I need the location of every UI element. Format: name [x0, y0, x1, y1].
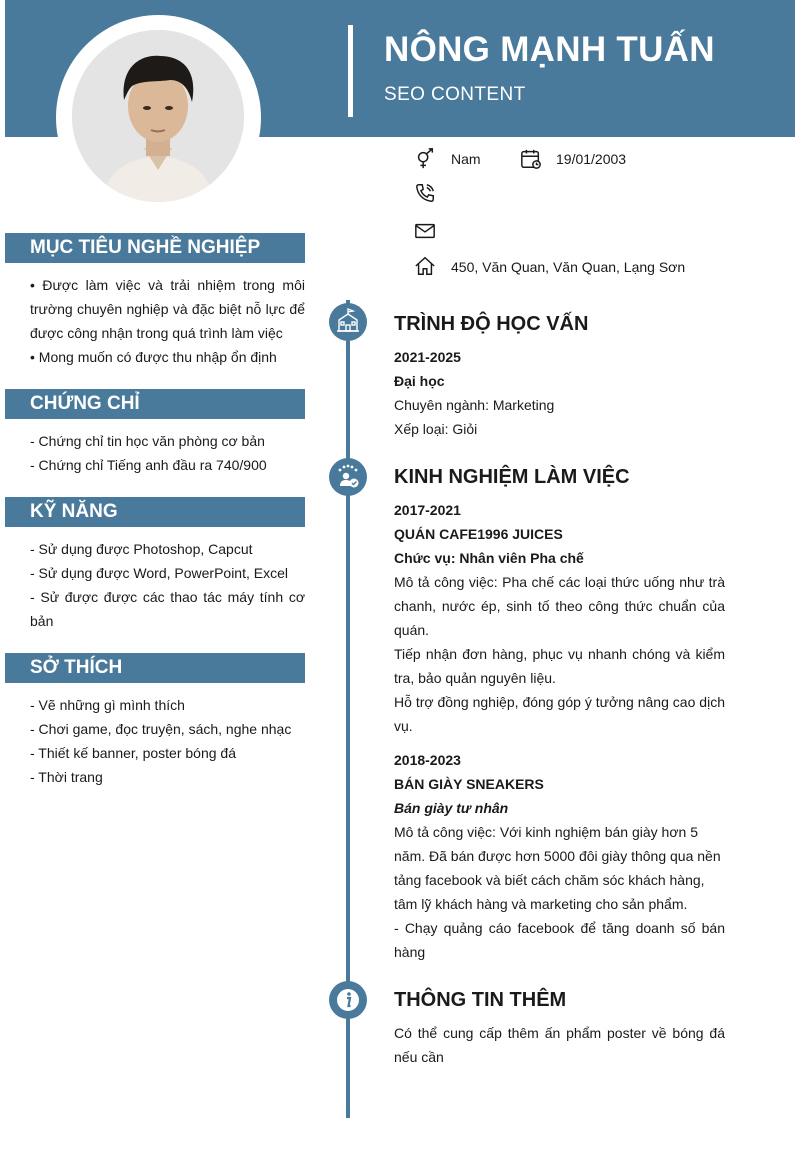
education-period: 2021-2025: [394, 349, 461, 365]
certificates-header: [5, 389, 305, 419]
list-item: - Thiết kế banner, poster bóng đá: [30, 745, 236, 761]
extra-block: [394, 1021, 725, 1069]
job-description: Mô tả công việc: Với kinh nghiệm bán giày hơn 5 năm. Đã bán được hơn 5000 đôi giày thông qua nền tảng facebook và biết cách chăm sóc khách hàng, tâm lỹ khách hàng và marketing cho sản phẩm.: [394, 824, 721, 912]
gender-icon: [414, 148, 436, 170]
experience-icon: [329, 458, 367, 496]
home-icon: [414, 255, 436, 277]
hobbies-list: [30, 693, 305, 789]
certificates-title: CHỨNG CHỈ: [30, 393, 140, 414]
list-item: - Chơi game, đọc truyện, sách, nghe nhạc: [30, 721, 292, 737]
education-major: Chuyên ngành: Marketing: [394, 397, 555, 413]
list-item: - Vẽ những gì mình thích: [30, 697, 185, 713]
certificates-list: [30, 429, 305, 477]
job-description: Mô tả công việc: Pha chế các loại thức uống như trà chanh, nước ép, sinh tố theo công thức chuẩn của quán.: [394, 574, 725, 638]
job-title: SEO CONTENT: [384, 84, 526, 105]
avatar: [72, 30, 244, 202]
objective-list: [30, 273, 305, 369]
extra-text: Có thể cung cấp thêm ấn phẩm poster về bóng đá nếu cần: [394, 1025, 725, 1065]
education-level: Đại học: [394, 373, 445, 389]
objective-title: MỤC TIÊU NGHỀ NGHIỆP: [30, 237, 261, 258]
job-description: Hỗ trợ đồng nghiệp, đóng góp ý tưởng nâng cao dịch vụ.: [394, 694, 725, 734]
skills-list: [30, 537, 305, 633]
job-description: Tiếp nhận đơn hàng, phục vụ nhanh chóng và kiểm tra, bảo quản nguyên liệu.: [394, 646, 725, 686]
extra-title: THÔNG TIN THÊM: [394, 989, 567, 1011]
skills-header: [5, 497, 305, 527]
job-position: Chức vụ: Nhân viên Pha chế: [394, 550, 584, 566]
list-item: - Chứng chỉ Tiếng anh đầu ra 740/900: [30, 457, 267, 473]
job-description: - Chạy quảng cáo facebook để tăng doanh số bán hàng: [394, 920, 725, 960]
job-company: BÁN GIÀY SNEAKERS: [394, 776, 544, 792]
education-block: [394, 345, 725, 441]
job-position: Bán giày tư nhân: [394, 800, 509, 816]
list-item: - Sử dụng được Photoshop, Capcut: [30, 541, 253, 557]
list-item: - Sử dụng được Word, PowerPoint, Excel: [30, 565, 288, 581]
objective-header: [5, 233, 305, 263]
header-divider: [348, 25, 353, 117]
job-period: 2017-2021: [394, 502, 461, 518]
job-entry: [394, 498, 725, 738]
job-company: QUÁN CAFE1996 JUICES: [394, 526, 563, 542]
hobbies-title: SỞ THÍCH: [30, 657, 123, 678]
info-icon: [329, 981, 367, 1019]
phone-icon: [414, 182, 436, 204]
candidate-name: NÔNG MẠNH TUẤN: [384, 30, 715, 69]
list-item: • Mong muốn có được thu nhập ổn định: [30, 349, 277, 365]
skills-title: KỸ NĂNG: [30, 501, 118, 522]
job-period: 2018-2023: [394, 752, 461, 768]
mail-icon: [414, 220, 436, 242]
list-item: - Sử được được các thao tác máy tính cơ bản: [30, 589, 305, 629]
hobbies-header: [5, 653, 305, 683]
job-entry: [394, 748, 725, 964]
education-title: TRÌNH ĐỘ HỌC VẤN: [394, 313, 589, 335]
education-grade: Xếp loại: Giỏi: [394, 421, 478, 437]
list-item: - Thời trang: [30, 769, 103, 785]
list-item: • Được làm việc và trải nhiệm trong môi trường chuyên nghiệp và đặc biệt nỗ lực để được công nhận trong quá trình làm việc: [30, 277, 305, 341]
gender-text: Nam: [451, 151, 481, 167]
birthday-text: 19/01/2003: [556, 151, 627, 167]
list-item: - Chứng chỉ tin học văn phòng cơ bản: [30, 433, 265, 449]
address-text: 450, Văn Quan, Văn Quan, Lạng Sơn: [451, 259, 686, 275]
experience-title: KINH NGHIỆM LÀM VIỆC: [394, 466, 630, 488]
school-icon: [329, 303, 367, 341]
calendar-icon: [520, 148, 542, 170]
